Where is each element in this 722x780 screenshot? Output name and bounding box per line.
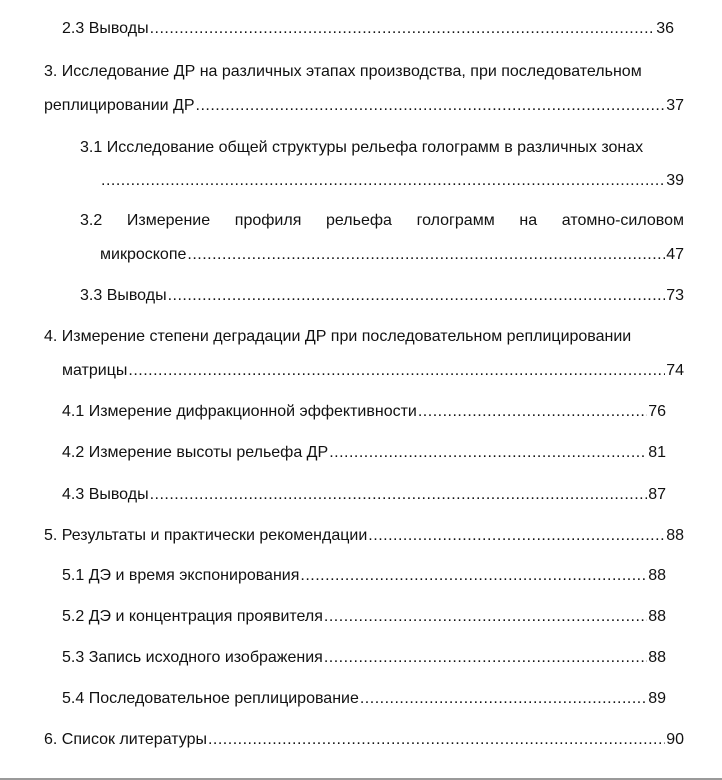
toc-page-number: 36 [656, 20, 674, 37]
toc-page-number: 89 [648, 690, 666, 707]
toc-word: голограмм [416, 212, 495, 229]
toc-entry-4-2[interactable] [62, 444, 666, 462]
toc-entry-title: 6. Список литературы [44, 731, 207, 748]
toc-entry-4-3[interactable] [62, 486, 666, 504]
toc-word: на [519, 212, 538, 229]
toc-leader-dots [150, 486, 648, 504]
toc-entry-5-4[interactable] [62, 690, 666, 708]
toc-entry-3-2-line1[interactable] [80, 212, 684, 230]
toc-entry-5-2[interactable] [62, 608, 666, 626]
toc-leader-dots [168, 287, 666, 305]
toc-word: профиля [234, 212, 302, 229]
toc-entry-3-3[interactable] [80, 287, 684, 305]
toc-leader-dots [324, 649, 647, 667]
toc-entry-title: 3. Исследование ДР на различных этапах производства, при последовательном [44, 63, 642, 80]
toc-entry-title: 2.3 Выводы [62, 20, 149, 37]
toc-entry-5-1[interactable] [62, 567, 666, 585]
toc-leader-dots [187, 246, 665, 264]
toc-leader-dots [300, 567, 647, 585]
toc-entry-title-cont: микроскопе [100, 246, 187, 263]
toc-page-number: 76 [648, 403, 666, 420]
toc-page-number: 37 [666, 97, 684, 114]
toc-entry-title: 3.1 Исследование общей структуры рельефа голограмм в различных зонах [80, 139, 644, 156]
toc-leader-dots [329, 444, 647, 462]
toc-word: рельефа [326, 212, 392, 229]
toc-entry-2-3[interactable] [62, 20, 674, 38]
toc-entry-4[interactable] [62, 362, 684, 380]
toc-page-number: 88 [648, 649, 666, 666]
toc-page-number: 88 [648, 567, 666, 584]
toc-page-number: 90 [666, 731, 684, 748]
toc-entry-3[interactable] [44, 97, 684, 115]
toc-entry-title: 4.1 Измерение дифракционной эффективности [62, 403, 417, 420]
toc-entry-title: 3.3 Выводы [80, 287, 167, 304]
toc-entry-3-1[interactable] [100, 172, 684, 190]
toc-entry-3-1-line1[interactable] [80, 139, 643, 157]
toc-entry-3-line1[interactable] [44, 63, 642, 81]
toc-leader-dots [360, 690, 647, 708]
toc-entry-4-line1[interactable] [44, 328, 631, 346]
toc-page-number: 39 [666, 172, 684, 189]
toc-page-number: 47 [666, 246, 684, 263]
toc-leader-dots [324, 608, 647, 626]
toc-entry-6[interactable] [44, 731, 684, 749]
toc-entry-5[interactable] [44, 527, 684, 545]
toc-entry-4-1[interactable] [62, 403, 666, 421]
toc-word: атомно-силовом [561, 212, 684, 229]
toc-entry-title: 5.2 ДЭ и концентрация проявителя [62, 608, 323, 625]
toc-entry-title: 5.4 Последовательное реплицирование [62, 690, 359, 707]
toc-page-number: 88 [666, 527, 684, 544]
toc-entry-title: 4.2 Измерение высоты рельефа ДР [62, 444, 329, 461]
toc-word: 3.2 [80, 212, 103, 229]
toc-entry-title-cont: реплицировании ДР [44, 97, 195, 114]
toc-entry-title: 4.3 Выводы [62, 486, 149, 503]
toc-entry-title-cont: матрицы [62, 362, 128, 379]
toc-word: Измерение [126, 212, 211, 229]
toc-entry-title: 5.1 ДЭ и время экспонирования [62, 567, 300, 584]
toc-leader-dots [208, 731, 665, 749]
toc-leader-dots [150, 20, 656, 38]
toc-page-number: 74 [666, 362, 684, 379]
toc-leader-dots [101, 172, 665, 190]
toc-page-number: 73 [666, 287, 684, 304]
toc-entry-title: 5. Результаты и практически рекомендации [44, 527, 368, 544]
toc-leader-dots [196, 97, 666, 115]
toc-entry-3-2[interactable] [100, 246, 684, 264]
toc-page-number: 81 [648, 444, 666, 461]
toc-entry-title: 4. Измерение степени деградации ДР при последовательном реплицировании [44, 328, 632, 345]
toc-leader-dots [128, 362, 665, 380]
toc-leader-dots [418, 403, 647, 421]
toc-leader-dots [368, 527, 665, 545]
toc-entry-5-3[interactable] [62, 649, 666, 667]
toc-page-number: 87 [648, 486, 666, 503]
toc-entry-title: 5.3 Запись исходного изображения [62, 649, 323, 666]
toc-page-number: 88 [648, 608, 666, 625]
